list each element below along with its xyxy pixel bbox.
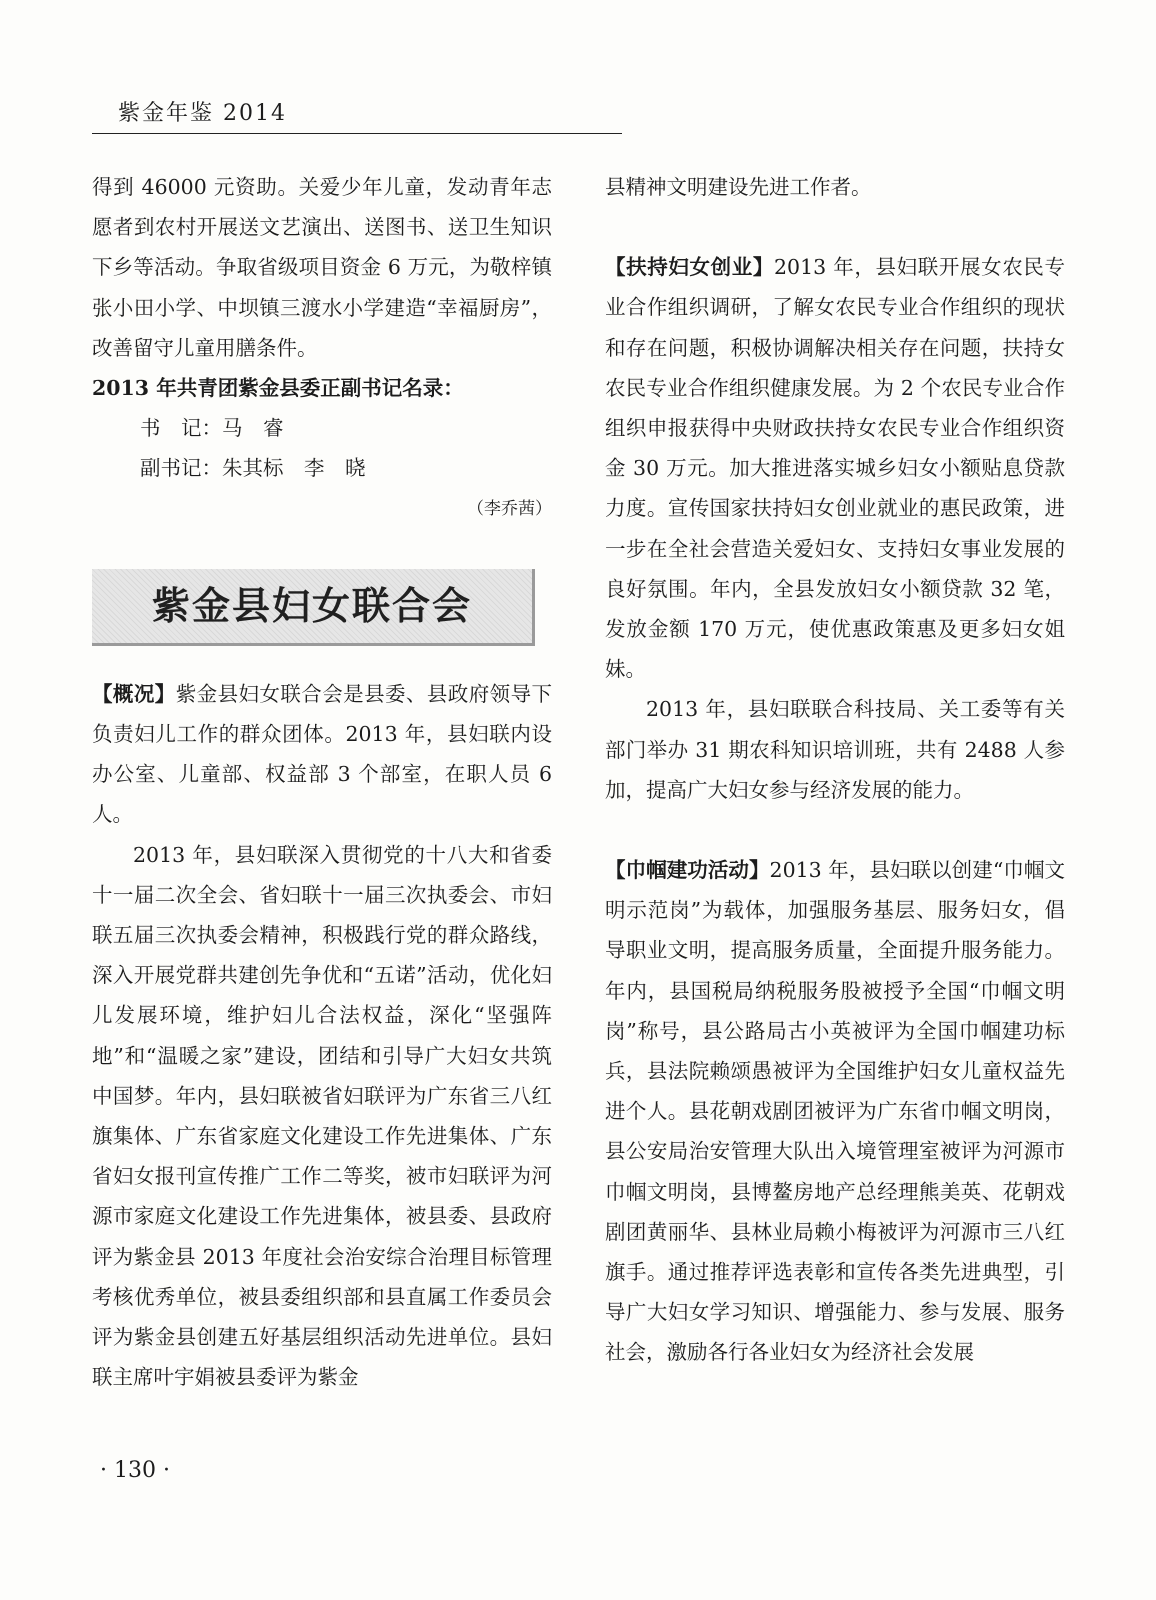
roster-line-secretary	[92, 408, 552, 448]
paragraph-2013: 2013 年，县妇联深入贯彻党的十八大和省委十一届二次全会、省妇联十一届三次执委会、市妇联五届三次执委会精神，积极践行党的群众路线，深入开展党群共建创先争优和“五诺”活动，优化妇儿发展环境，维护妇儿合法权益，深化“坚强阵地”和“温暖之家”建设，团结和引导广大妇女共筑中国梦。年内，县妇联被省妇联评为广东省三八红旗集体、广东省家庭文化建设工作先进集体、广东省妇女报刊宣传推广工作二等奖，被市妇联评为河源市家庭文化建设工作先进集体，被县委、县政府评为紫金县 2013 年度社会治安综合治理目标管理考核优秀单位，被县委组织部和县直属工作委员会评为紫金县创建五好基层组织活动先进单位。县妇联主席叶宇娟被县委评为紫金	[92, 842, 552, 1390]
right-column	[605, 167, 1065, 1373]
roster-heading: 2013 年共青团紫金县委正副书记名录：	[92, 376, 464, 401]
continued-paragraph: 得到 46000 元资助。关爱少年儿童，发动青年志愿者到农村开展送文艺演出、送图书、送卫生知识下乡等活动。争取省级项目资金 6 万元，为敬梓镇张小田小学、中坝镇三渡水小学建造“幸福厨房”，改善留守儿童用膳条件。	[92, 175, 552, 360]
overview-text: 紫金县妇女联合会是县委、县政府领导下负责妇儿工作的群众团体。2013 年，县妇联内设办公室、儿童部、权益部 3 个部室，在职人员 6 人。	[92, 681, 553, 827]
roster-role: 副书记：	[140, 456, 222, 481]
roster-line-deputy	[92, 448, 552, 488]
overview-label: 【概况】	[92, 681, 176, 706]
author-credit: （李乔茜）	[467, 498, 552, 519]
overview-paragraph	[92, 674, 552, 835]
roster-role: 书 记：	[140, 416, 222, 441]
roster-names: 朱其标 李 晓	[222, 456, 366, 481]
entrepreneurship-text: 2013 年，县妇联开展女农民专业合作组织调研，了解女农民专业合作组织的现状和存在问题，积极协调解决相关存在问题，扶持女农民专业合作组织健康发展。为 2 个农民专业合作组织申报获得中央财政扶持女农民专业合作组织资金 30 万元。加大推进落实城乡妇女小额贴息贷款力度。宣传国家扶持妇女创业就业的惠民政策，进一步在全社会营造关爱妇女、支持妇女事业发展的良好氛围。年内，全县发放妇女小额贷款 32 笔，发放金额 170 万元，使优惠政策惠及更多妇女姐妹。	[605, 255, 1066, 682]
running-title: 紫金年鉴 2014	[118, 101, 287, 126]
jinguo-text: 2013 年，县妇联以创建“巾帼文明示范岗”为载体，加强服务基层、服务妇女，倡导职业文明，提高服务质量，全面提升服务能力。年内，县国税局纳税服务股被授予全国“巾帼文明岗”称号，县公路局古小英被评为全国巾帼建功标兵，县法院赖颂愚被评为全国维护妇女儿童权益先进个人。县花朝戏剧团被评为广东省巾帼文明岗，县公安局治安管理大队出入境管理室被评为河源市巾帼文明岗，县博鳌房地产总经理熊美英、花朝戏剧团黄丽华、县林业局赖小梅被评为河源市三八红旗手。通过推荐评选表彰和宣传各类先进典型，引导广大妇女学习知识、增强能力、参与发展、服务社会，激励各行各业妇女为经济社会发展	[605, 858, 1065, 1365]
entrepreneurship-label: 【扶持妇女创业】	[605, 255, 774, 280]
roster-names: 马 睿	[222, 416, 284, 441]
section-title-banner: 紫金县妇女联合会	[92, 569, 535, 646]
jinguo-paragraph	[605, 850, 1065, 1373]
entrepreneurship-paragraph	[605, 247, 1065, 689]
page-number: · 130 ·	[100, 1458, 170, 1483]
left-column	[92, 167, 552, 1397]
jinguo-label: 【巾帼建功活动】	[605, 858, 770, 883]
continued-line: 县精神文明建设先进工作者。	[605, 175, 872, 199]
header-rule	[92, 133, 622, 134]
training-paragraph: 2013 年，县妇联联合科技局、关工委等有关部门举办 31 期农科知识培训班，共有 2488 人参加，提高广大妇女参与经济发展的能力。	[605, 697, 1065, 802]
